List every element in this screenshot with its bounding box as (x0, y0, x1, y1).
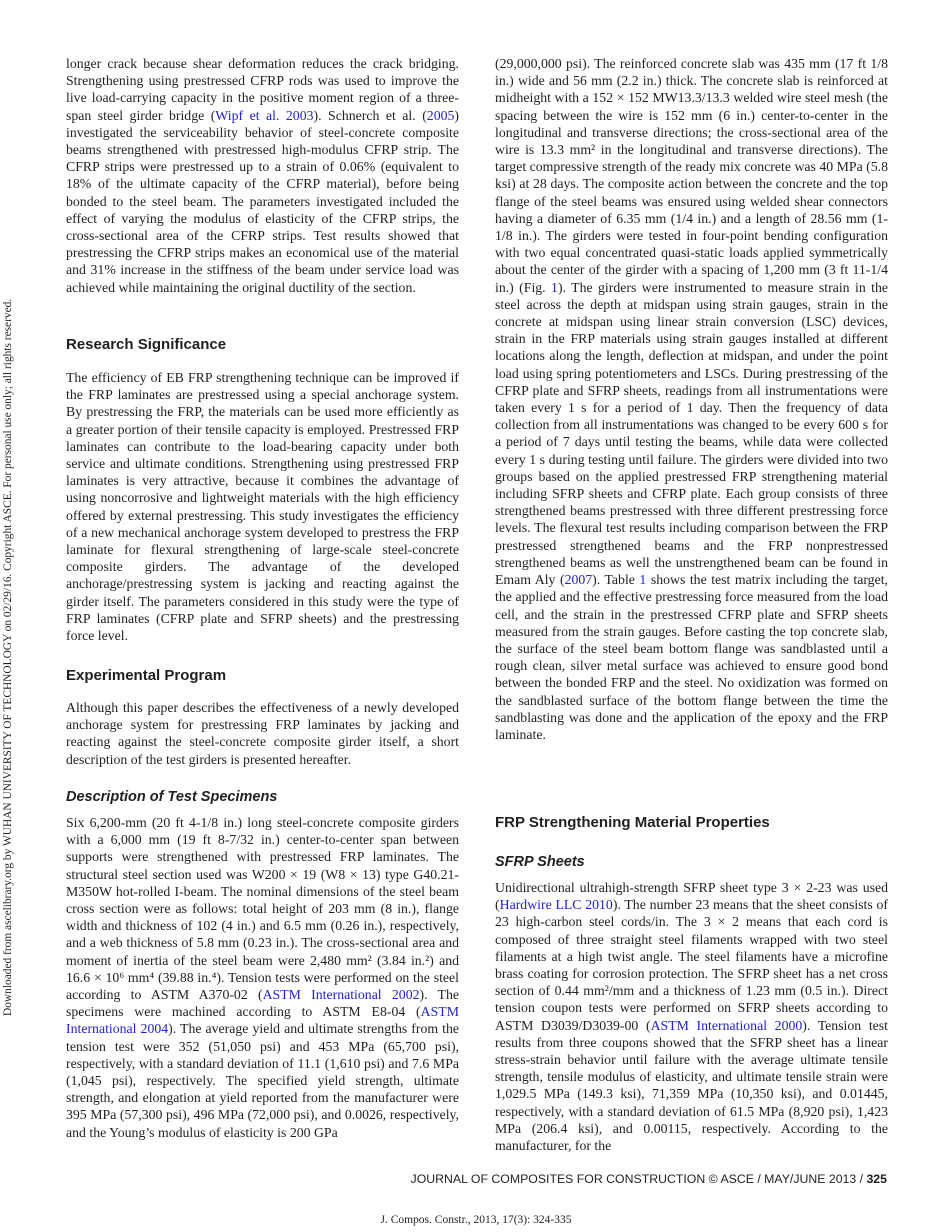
paragraph-text (495, 55, 888, 743)
paragraph-text (66, 699, 459, 768)
left-paragraph-2 (66, 369, 459, 644)
reference-link[interactable]: Wipf et al. 2003 (215, 107, 314, 123)
reference-link[interactable]: 2007 (564, 572, 593, 588)
left-paragraph-1 (66, 55, 459, 296)
reference-link[interactable]: ASTM International 2000 (650, 1017, 803, 1033)
page-number: 325 (866, 1172, 887, 1186)
left-paragraph-4 (66, 814, 459, 1141)
download-notice: Downloaded from ascelibrary.org by WUHAN UNIVERSITY OF TECHNOLOGY on 02/29/16. Copyright ASCE. For personal use only; all rights reserved. (2, 298, 14, 1016)
text-segment: ). Table (592, 572, 640, 588)
heading-research-significance: Research Significance (66, 336, 227, 353)
text-segment: (29,000,000 psi). The reinforced concrete slab was 435 mm (17 ft 1/8 in.) wide and 56 mm (2.2 in.) thick. The concrete slab is reinforced at midheight with a 152 × 152 MW13.3/13.3 welded wire steel mesh (the spacing between the wire is 152 mm (6 in.) center-to-center in the longitudinal and transverse directions; the cross-sectional area of the wire is 13.3 mm² in the longitudinal and transverse directions). The target compressive strength of the ready mix concrete was 40 MPa (5.8 ksi) at 28 days. The composite action between the concrete and the top flange of the steel beams was ensured using welded shear connectors having a diameter of 6.35 mm (1/4 in.) and a length of 28.56 mm (1-1/8 in.). The girders were tested in four-point bending configuration with two equal concentrated quasi-static loads applied symmetrically about the center of the girder with a spacing of 1,200 mm (3 ft 11-1/4 in.) (Fig. (495, 56, 888, 295)
reference-link[interactable]: Hardwire LLC 2010 (499, 897, 613, 913)
journal-footer-text: JOURNAL OF COMPOSITES FOR CONSTRUCTION © ASCE / MAY/JUNE 2013 / (410, 1172, 867, 1186)
text-segment: Unidirectional ultrahigh-strength SFRP sheet type 3 × 2-23 was used ( (495, 880, 888, 913)
left-paragraph-3 (66, 699, 459, 768)
text-segment: longer crack because shear deformation reduces the crack bridging. Strengthening using prestressed CFRP rods was used to improve the live load-carrying capacity in the positive moment region of a three-span steel girder bridge ( (66, 56, 459, 123)
paragraph-text (66, 369, 459, 644)
heading-frp-material-properties: FRP Strengthening Material Properties (495, 814, 770, 831)
text-segment: ). The number 23 means that the sheet consists of 23 high-carbon steel cords/in. The 3 × 2 means that each cord is composed of three straight steel filaments wrapped with two steel filaments at a high twist angle. The steel filaments have a microfine brass coating for corrosion protection. The SFRP sheet has a net cross section of 0.44 mm²/mm and a thickness of 1.23 mm (0.5 in.). Direct tension coupon tests were performed on SFRP sheets according to ASTM D3039/D3039-00 ( (495, 897, 888, 1033)
heading-experimental-program: Experimental Program (66, 667, 227, 684)
paragraph-text (66, 55, 459, 296)
reference-link[interactable]: 1 (551, 279, 558, 295)
text-segment: Although this paper describes the effectiveness of a newly developed anchorage system for prestressing FRP laminates by jacking and reacting against the steel-concrete composite girder itself, a short description of the test girders is presented hereafter. (66, 700, 459, 767)
citation: J. Compos. Constr., 2013, 17(3): 324-335 (380, 1214, 572, 1226)
journal-footer (411, 1172, 887, 1186)
text-segment: ). The specimens were machined according to ASTM E8-04 ( (66, 987, 459, 1020)
text-segment: The efficiency of EB FRP strengthening technique can be improved if the FRP laminates are prestressed using a special anchorage system. By prestressing the FRP, the materials can be used more efficiently as a greater portion of their tensile capacity is employed. Prestressed FRP laminates can contribute to the load-bearing capacity under both service and ultimate conditions. Strengthening using prestressed FRP laminates is very attractive, because it combines the advantage of using noncorrosive and lightweight materials with the high efficiency offered by external prestressing. This study investigates the efficiency of a new mechanical anchorage system developed to prestress the FRP laminate for flexural strengthening of large-scale steel-concrete composite girders. The advantage of the developed anchorage/prestressing system is jacking and reacting against the girder itself. The parameters considered in this study were the type of FRP laminates (CFRP plate and SFRP sheets) and the prestressing force level. (66, 370, 459, 644)
reference-link[interactable]: 2005 (426, 107, 455, 123)
paragraph-text (66, 814, 459, 1141)
text-segment: ). The average yield and ultimate strengths from the tension test were 352 (51,050 psi) and 453 MPa (65,700 psi), respectively, with a standard deviation of 11.1 (1,610 psi) and 7.6 MPa (1,045 psi), respectively. The specified yield strength, ultimate strength, and elongation at yield reported from the manufacturer were 395 MPa (57,300 psi), 496 MPa (72,000 psi), and 0.0026, respectively, and the Young’s modulus of elasticity is 200 GPa (66, 1021, 460, 1140)
text-segment: ). Tension test results from three coupons showed that the SFRP sheet has a linear stress-strain behavior until failure with the average ultimate tensile strength, tensile modulus of elasticity, and ultimate tensile strain were 1,029.5 MPa (149.3 ksi), 71,359 MPa (10,350 ksi), and 0.01445, respectively, with a standard deviation of 61.5 MPa (8,920 psi), 1,423 MPa (206.4 ksi), and 0.00115, respectively. According to the manufacturer, for the (495, 1017, 888, 1154)
text-segment: ) investigated the serviceability behavior of steel-concrete composite beams strengthened with prestressed high-modulus CFRP strip. The CFRP strips were prestressed up to a strain of 0.06% (equivalent to 18% of the ultimate capacity of the CFRP material), before being bonded to the steel beam. The parameters investigated included the effect of varying the modulus of elasticity of the CFRP strips, the cross-sectional area of the CFRP strips. Test results showed that prestressing the CFRP strips makes an economical use of the material and 31% increase in the stiffness of the beam under service load was achieved while maintaining the original ductility of the section. (66, 107, 459, 295)
paragraph-text (495, 879, 888, 1154)
text-segment: ). The girders were instrumented to measure strain in the steel across the depth at midspan using strain gauges, strain in the concrete at midspan using linear strain conversion (LSC) devices, strain in the FRP materials using strain gauges installed at different locations along the length, deflection at midspan, and under the point load using spring potentiometers and LSCs. During prestressing of the CFRP plate and SFRP sheets, readings from all instrumentations were taken every 1 s for a period of 1 day. Then the frequency of data collection from all instrumentations was changed to be every 600 s for a period of 7 days until testing the beams, while data were collected every 1 s during testing until failure. The girders were divided into two groups based on the applied prestressed FRP strengthening material including SFRP sheets and CFRP plate. Each group consists of three strengthened beams prestressed with three different prestressing force levels. The flexural test results including comparison between the FRP prestressed strengthened beams and the FRP nonprestressed strengthened beams as well the unstrengthened beam can be found in Emam Aly ( (495, 279, 888, 588)
reference-link[interactable]: ASTM International 2004 (66, 1004, 459, 1037)
right-paragraph-1 (495, 55, 888, 743)
text-segment: Six 6,200-mm (20 ft 4-1/8 in.) long steel-concrete composite girders with a 6,000 mm (19 ft 8-7/32 in.) center-to-center span between supports were strengthened with prestressed FRP laminates. The structural steel section used was W200 × 19 (W8 × 13) type G40.21-M350W hot-rolled I-beam. The nominal dimensions of the steel beam cross section were as follows: total height of 203 mm (8 in.), flange width and thickness of 102 (4 in.) and 6.5 mm (0.26 in.), respectively, and a web thickness of 5.8 mm (0.23 in.). The cross-sectional area and moment of inertia of the steel beam were 2,480 mm² (3.84 in.²) and 16.6 × 10⁶ mm⁴ (39.88 in.⁴). Tension tests were performed on the steel according to ASTM A370-02 ( (66, 815, 459, 1003)
heading-description-test-specimens: Description of Test Specimens (66, 789, 278, 805)
text-segment: shows the test matrix including the target, the applied and the effective prestressing force measured from the load cell, and the strain in the prestressed CFRP plate and SFRP sheets measured from the strain gauges. Before casting the top concrete slab, the surface of the steel beam bottom flange was sandblasted until a rough clean, silver metal surface was achieved to ensure good bond between the bonded FRP and the steel. No oxidization was formed on the sandblasted surface of the bottom flange between the time the sandblasting was done and the application of the epoxy and the FRP laminate. (495, 572, 888, 742)
right-paragraph-2 (495, 879, 888, 1154)
heading-sfrp-sheets: SFRP Sheets (495, 854, 585, 870)
text-segment: ). Schnerch et al. ( (313, 107, 427, 123)
reference-link[interactable]: ASTM International 2002 (262, 987, 420, 1003)
reference-link[interactable]: 1 (639, 572, 647, 588)
